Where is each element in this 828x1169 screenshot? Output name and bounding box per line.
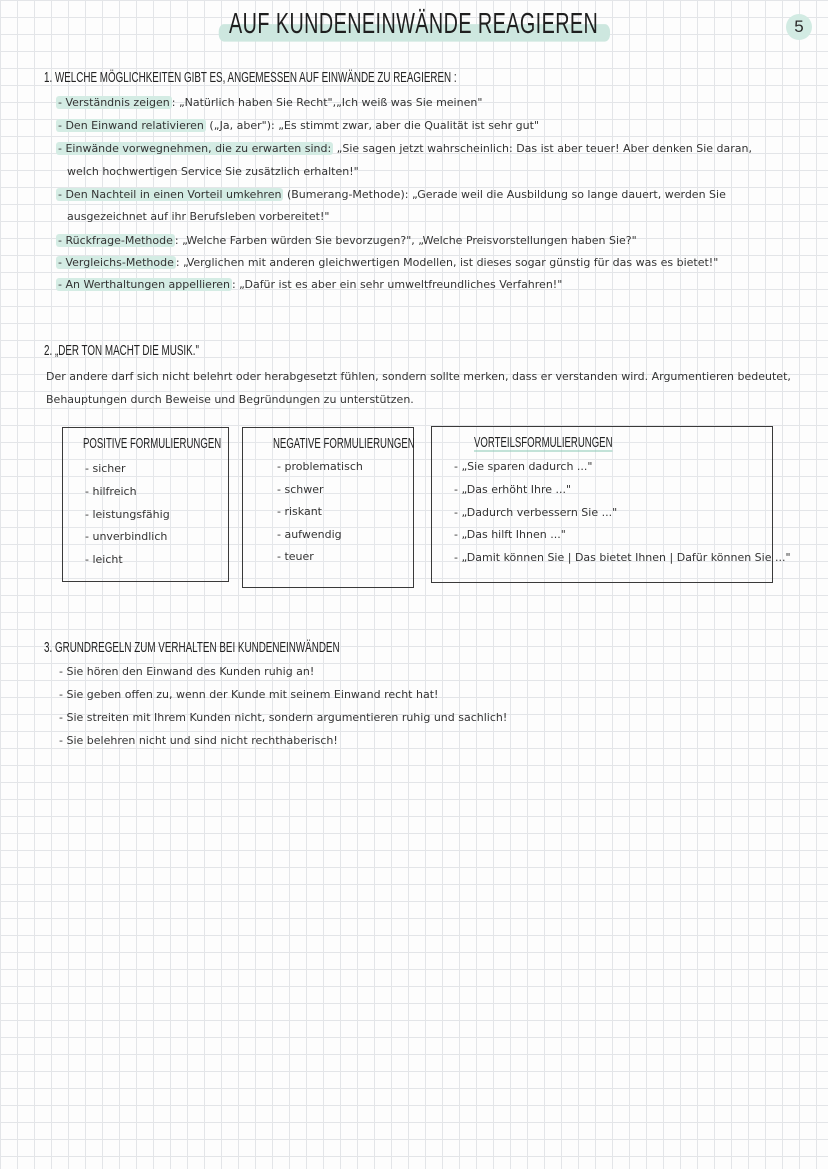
section1-item: - An Werthaltungen appellieren : „Dafür ist es aber ein sehr umweltfreundliches Verfahren!" — [58, 278, 563, 291]
section1-heading: 1. WELCHE MÖGLICHKEITEN GIBT ES, ANGEMESSEN AUF EINWÄNDE ZU REAGIEREN : — [44, 68, 457, 86]
box-title-advantage: VORTEILSFORMULIERUNGEN — [474, 433, 613, 451]
section1-item: - Rückfrage-Methode : „Welche Farben würden Sie bevorzugen?", „Welche Preisvorstellungen haben Sie?" — [58, 234, 637, 247]
list-item: - leicht — [85, 553, 123, 566]
section2-paragraph-line: Der andere darf sich nicht belehrt oder herabgesetzt fühlen, sondern sollte merken, dass er verstanden wird. Argumentieren bedeutet, — [46, 370, 791, 383]
box-title-positive: POSITIVE FORMULIERUNGEN — [83, 434, 222, 452]
negative-formulations-box — [242, 427, 414, 588]
list-item: - „Dadurch verbessern Sie ..." — [454, 506, 618, 519]
list-item: - „Das erhöht Ihre ..." — [454, 483, 572, 496]
section2-heading: 2. „DER TON MACHT DIE MUSIK." — [44, 341, 199, 359]
section1-item: - Einwände vorwegnehmen, die zu erwarten sind: „Sie sagen jetzt wahrscheinlich: Das ist aber teuer! Aber denken Sie daran, — [58, 142, 752, 155]
list-item: - riskant — [277, 505, 322, 518]
section3-item: - Sie geben offen zu, wenn der Kunde mit seinem Einwand recht hat! — [59, 688, 439, 701]
list-item: - teuer — [277, 550, 314, 563]
list-item: - problematisch — [277, 460, 363, 473]
section1-item: - Vergleichs-Methode : „Verglichen mit anderen gleichwertigen Modellen, ist dieses sogar günstig für das was es bietet!" — [58, 256, 719, 269]
advantage-formulations-box — [431, 426, 791, 583]
section3-item: - Sie belehren nicht und sind nicht rechthaberisch! — [59, 734, 338, 747]
positive-formulations-box — [62, 427, 229, 582]
page-title-wrap — [0, 6, 828, 40]
page-number: 5 — [786, 14, 812, 40]
section3-item: - Sie hören den Einwand des Kunden ruhig an! — [59, 665, 315, 678]
list-item: - sicher — [85, 462, 126, 475]
list-item: - „Damit können Sie | Das bietet Ihnen | Dafür können Sie ..." — [454, 551, 791, 564]
section1-item: - Den Nachteil in einen Vorteil umkehren (Bumerang-Methode): „Gerade weil die Ausbildung so lange dauert, werden Sie — [58, 188, 726, 201]
section1-item: - Verständnis zeigen : „Natürlich haben Sie Recht",„Ich weiß was Sie meinen" — [58, 96, 483, 109]
page-title: AUF KUNDENEINWÄNDE REAGIEREN — [224, 7, 604, 41]
list-item: - hilfreich — [85, 485, 137, 498]
list-item: - schwer — [277, 483, 324, 496]
section1-item-continuation: welch hochwertigen Service Sie zusätzlich erhalten!" — [67, 165, 359, 178]
section1-item: - Den Einwand relativieren („Ja, aber"): „Es stimmt zwar, aber die Qualität ist sehr gut" — [58, 119, 540, 132]
section3-heading: 3. GRUNDREGELN ZUM VERHALTEN BEI KUNDENEINWÄNDEN — [44, 638, 340, 656]
list-item: - leistungsfähig — [85, 508, 170, 521]
section3-item: - Sie streiten mit Ihrem Kunden nicht, sondern argumentieren ruhig und sachlich! — [59, 711, 508, 724]
list-item: - „Das hilft Ihnen ..." — [454, 528, 566, 541]
list-item: - aufwendig — [277, 528, 342, 541]
box-title-negative: NEGATIVE FORMULIERUNGEN — [273, 434, 415, 452]
section1-item-continuation: ausgezeichnet auf ihr Berufsleben vorbereitet!" — [67, 210, 330, 223]
list-item: - „Sie sparen dadurch ..." — [454, 460, 593, 473]
list-item: - unverbindlich — [85, 530, 168, 543]
section2-paragraph-line: Behauptungen durch Beweise und Begründungen zu unterstützen. — [46, 393, 414, 406]
